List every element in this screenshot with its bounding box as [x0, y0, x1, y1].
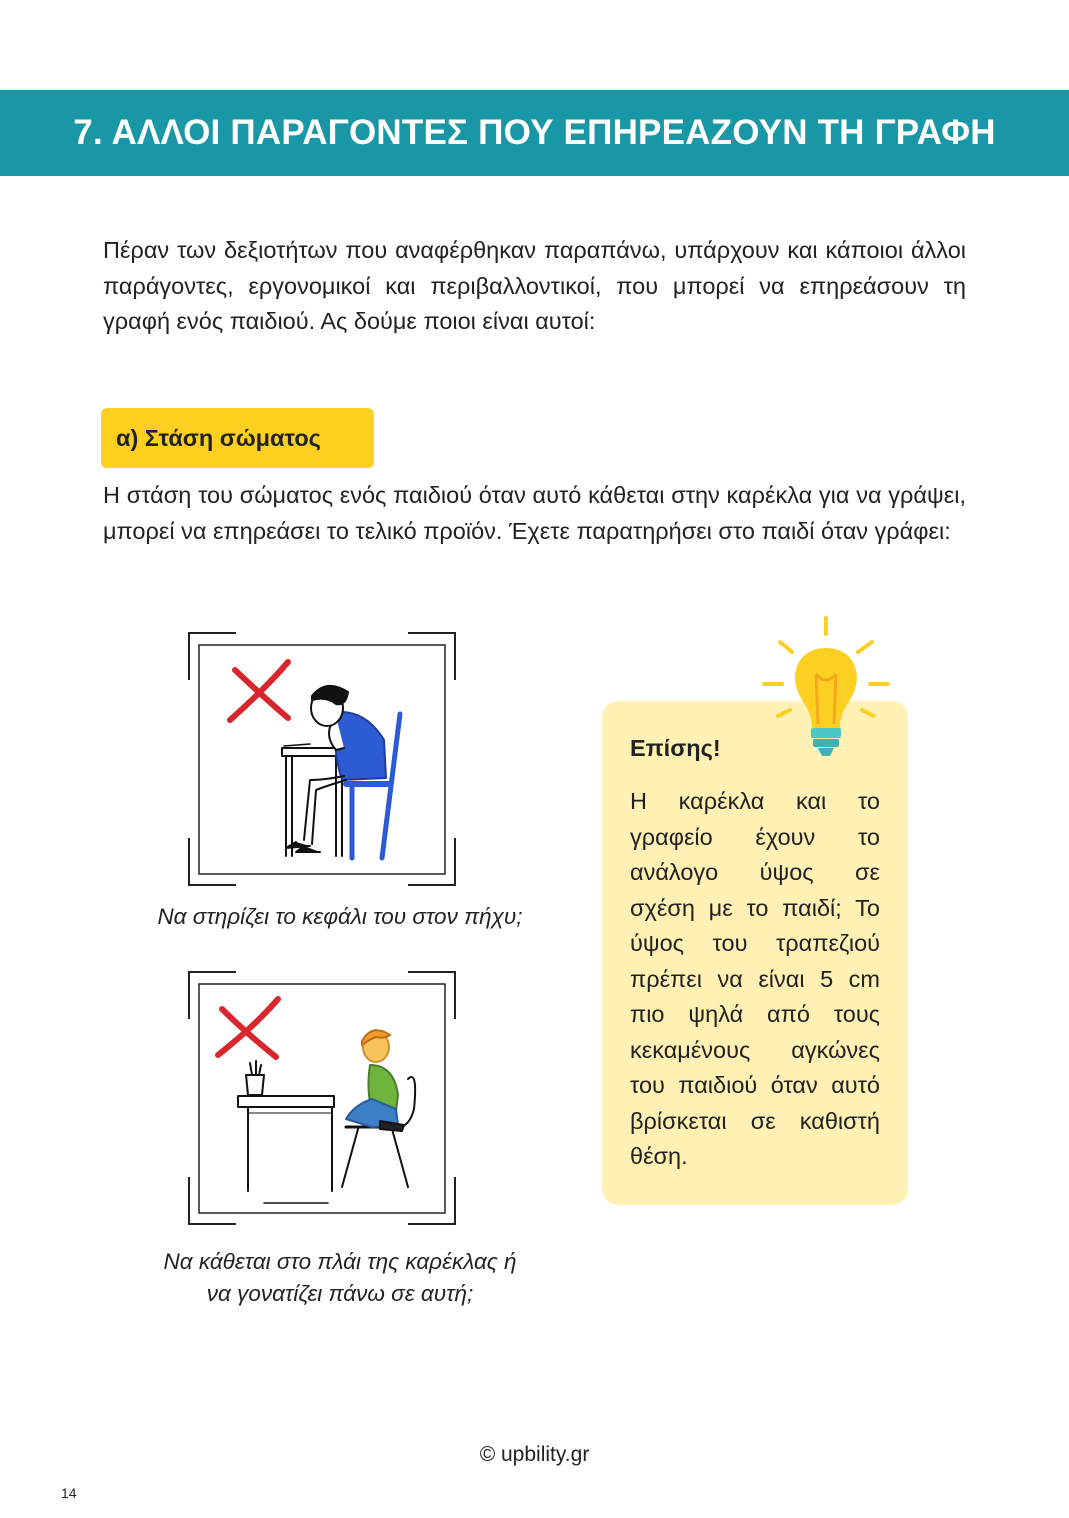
section-label: α) Στάση σώματος	[101, 408, 374, 468]
page-title: 7. ΑΛΛΟΙ ΠΑΡΑΓΟΝΤΕΣ ΠΟΥ ΕΠΗΡΕΑΖΟΥΝ ΤΗ ΓΡΑΦΗ	[73, 113, 996, 152]
kneeling-child-illustration	[186, 969, 458, 1227]
intro-paragraph: Πέραν των δεξιοτήτων που αναφέρθηκαν παραπάνω, υπάρχουν και κάποιοι άλλοι παράγοντες, εργονομικοί και περιβαλλοντικοί, που μπορεί να επηρεάσουν τη γραφή ενός παιδιού. Ας δούμε ποιοι είναι αυτοί:	[103, 237, 966, 334]
caption-line-1: Να κάθεται στο πλάι της καρέκλας ή	[163, 1249, 517, 1274]
page-number: 14	[61, 1485, 77, 1501]
slouching-child-illustration	[186, 630, 458, 888]
lightbulb-icon	[756, 612, 896, 762]
illustration-1-caption: Να στηρίζει το κεφάλι του στον πήχυ;	[157, 904, 523, 929]
section-paragraph: Η στάση του σώματος ενός παιδιού όταν αυτό κάθεται στην καρέκλα για να γράψει, μπορεί να επηρεάσει το τελικό προϊόν. Έχετε παρατηρήσει στο παιδί όταν γράφει:	[103, 482, 966, 544]
frame-outer	[189, 633, 455, 885]
tip-text: Η καρέκλα και το γραφείο έχουν το ανάλογο ύψος σε σχέση με το παιδί; Το ύψος του τραπεζιού πρέπει να είναι 5 cm πιο ψηλά από τους κεκαμένους αγκώνες του παιδιού όταν αυτό βρίσκεται σε καθιστή θέση.	[630, 788, 880, 1169]
footer-credit: © upbility.gr	[479, 1443, 590, 1466]
slouching-child-icon	[282, 686, 400, 858]
tip-title: Επίσης!	[630, 735, 721, 761]
kneeling-child-icon	[238, 1030, 415, 1203]
illustration-2-caption	[120, 1246, 560, 1310]
header-bar	[0, 90, 1069, 176]
red-x-icon	[218, 999, 278, 1057]
frame-inner	[199, 645, 445, 874]
caption-line-2: να γονατίζει πάνω σε αυτή;	[206, 1281, 474, 1306]
red-x-icon	[230, 662, 288, 720]
